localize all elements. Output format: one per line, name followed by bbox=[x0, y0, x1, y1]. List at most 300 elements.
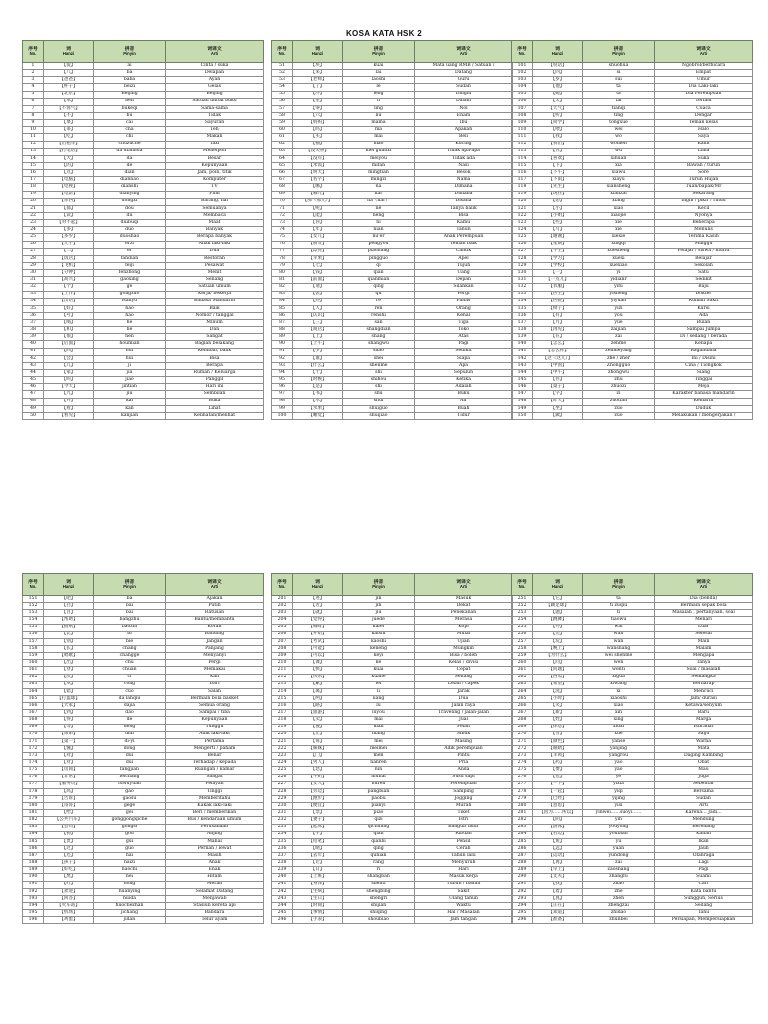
table-row bbox=[272, 98, 513, 105]
row-number: 103 bbox=[512, 77, 533, 84]
row-number: 245 bbox=[272, 910, 293, 917]
row-pinyin: gōnggòngqìchē bbox=[94, 817, 166, 824]
row-meaning: Cina / Tiongkok bbox=[655, 362, 753, 369]
row-number: 17 bbox=[23, 177, 44, 184]
row-hanzi: 【得】 bbox=[44, 717, 94, 724]
table-row bbox=[512, 596, 753, 603]
row-number: 141 bbox=[512, 348, 533, 355]
row-hanzi: 【去年】 bbox=[293, 853, 343, 860]
row-pinyin: xiào bbox=[583, 703, 655, 710]
row-meaning: Terlalu bbox=[655, 98, 753, 105]
row-meaning: Dalam bbox=[415, 98, 513, 105]
table-row bbox=[23, 262, 264, 269]
row-hanzi: 【唱歌】 bbox=[44, 653, 94, 660]
header-hanzi-sublabel: Hanzi bbox=[311, 50, 324, 56]
row-meaning: Anak laki-laki bbox=[166, 241, 264, 248]
row-number: 243 bbox=[272, 895, 293, 902]
row-number: 277 bbox=[512, 781, 533, 788]
row-hanzi: 【欢迎】 bbox=[44, 888, 94, 895]
row-hanzi: 【是】 bbox=[293, 384, 343, 391]
row-number: 186 bbox=[23, 845, 44, 852]
table-row bbox=[23, 327, 264, 334]
header-arti-sublabel: Arti bbox=[459, 583, 468, 589]
row-pinyin: piányi bbox=[343, 803, 415, 810]
row-hanzi: 【漂亮】 bbox=[293, 248, 343, 255]
row-pinyin: tī zúqiú bbox=[583, 603, 655, 610]
row-number: 213 bbox=[272, 681, 293, 688]
table-row bbox=[272, 191, 513, 198]
row-hanzi: 【跑步】 bbox=[293, 795, 343, 802]
row-pinyin: shāngdiàn bbox=[343, 327, 415, 334]
table-row bbox=[23, 845, 264, 852]
table-row bbox=[512, 327, 753, 334]
row-pinyin: fàndiàn bbox=[94, 255, 166, 262]
row-meaning: Bawah / turun bbox=[655, 162, 753, 169]
row-pinyin: búkèqi bbox=[94, 105, 166, 112]
row-number: 105 bbox=[512, 91, 533, 98]
row-hanzi: 【叫】 bbox=[44, 377, 94, 384]
row-pinyin: nǎ bbox=[343, 184, 415, 191]
row-number: 246 bbox=[272, 917, 293, 924]
table-row bbox=[272, 234, 513, 241]
row-number: 267 bbox=[512, 710, 533, 717]
table-row bbox=[272, 745, 513, 752]
row-number: 7 bbox=[23, 105, 44, 112]
row-pinyin: wán bbox=[583, 638, 655, 645]
table-row bbox=[272, 824, 513, 831]
row-hanzi: 【出】 bbox=[44, 660, 94, 667]
row-meaning: Sakit bbox=[415, 888, 513, 895]
row-number: 64 bbox=[272, 155, 293, 162]
row-meaning: Warna bbox=[655, 738, 753, 745]
row-meaning: Tinggi bbox=[166, 788, 264, 795]
row-hanzi: 【月】 bbox=[533, 320, 583, 327]
row-number: 261 bbox=[512, 667, 533, 674]
row-hanzi: 【爸爸】 bbox=[44, 77, 94, 84]
row-pinyin: rén bbox=[343, 305, 415, 312]
row-hanzi: 【很】 bbox=[44, 334, 94, 341]
row-number: 22 bbox=[23, 212, 44, 219]
row-number: 182 bbox=[23, 817, 44, 824]
row-pinyin: ài bbox=[94, 63, 166, 70]
row-pinyin: nǚ'ér bbox=[343, 234, 415, 241]
row-pinyin: huānyíng bbox=[94, 888, 166, 895]
table-row bbox=[23, 248, 264, 255]
table-row bbox=[512, 781, 753, 788]
row-number: 55 bbox=[272, 91, 293, 98]
row-number: 263 bbox=[512, 681, 533, 688]
table-row bbox=[272, 155, 513, 162]
header-arti-label: 词译文 bbox=[456, 46, 471, 52]
table-row bbox=[272, 888, 513, 895]
row-meaning: Meja bbox=[655, 384, 753, 391]
header-arti bbox=[415, 41, 513, 63]
row-meaning: Air bbox=[415, 398, 513, 405]
table-row bbox=[512, 277, 753, 284]
row-hanzi: 【也】 bbox=[533, 774, 583, 781]
row-pinyin: xiànzài bbox=[583, 191, 655, 198]
table-row bbox=[23, 717, 264, 724]
row-number: 92 bbox=[272, 355, 293, 362]
row-meaning: Dekat bbox=[415, 603, 513, 610]
table-row bbox=[23, 724, 264, 731]
row-hanzi: 【运动】 bbox=[533, 853, 583, 860]
table-row bbox=[272, 162, 513, 169]
vocab-table bbox=[22, 573, 264, 924]
row-meaning: Pensil bbox=[415, 838, 513, 845]
row-number: 80 bbox=[272, 270, 293, 277]
row-hanzi: 【电脑】 bbox=[44, 177, 94, 184]
row-meaning: Susu sapi bbox=[415, 774, 513, 781]
row-number: 38 bbox=[23, 327, 44, 334]
header-hanzi-label: 词 bbox=[555, 579, 560, 585]
row-pinyin: gāo bbox=[94, 788, 166, 795]
row-hanzi: 【次】 bbox=[44, 674, 94, 681]
table-row bbox=[512, 284, 753, 291]
row-hanzi: 【非常】 bbox=[44, 774, 94, 781]
row-number: 155 bbox=[23, 624, 44, 631]
row-hanzi: 【给】 bbox=[44, 810, 94, 817]
row-pinyin: bàba bbox=[94, 77, 166, 84]
row-pinyin: shēntǐ bbox=[343, 881, 415, 888]
table-row bbox=[272, 795, 513, 802]
row-hanzi: 【便宜】 bbox=[293, 803, 343, 810]
row-meaning: Belajar bbox=[655, 255, 753, 262]
row-hanzi: 【开始】 bbox=[293, 631, 343, 638]
table-row bbox=[512, 355, 753, 362]
row-pinyin: wǒ bbox=[583, 134, 655, 141]
row-hanzi: 【药】 bbox=[533, 760, 583, 767]
row-meaning: Masing bbox=[415, 738, 513, 745]
row-number: 69 bbox=[272, 191, 293, 198]
row-meaning: Anjing bbox=[166, 831, 264, 838]
header-pinyin-sublabel: Pinyin bbox=[123, 50, 136, 56]
row-number: 139 bbox=[512, 334, 533, 341]
row-hanzi: 【睡觉】 bbox=[293, 412, 343, 419]
row-meaning: Benar bbox=[166, 753, 264, 760]
row-number: 109 bbox=[512, 120, 533, 127]
table-row bbox=[23, 910, 264, 917]
row-meaning: Duduk bbox=[655, 405, 753, 412]
row-pinyin: gè bbox=[94, 284, 166, 291]
table-row bbox=[512, 384, 753, 391]
header-hanzi-label: 词 bbox=[555, 46, 560, 52]
table-row bbox=[23, 660, 264, 667]
row-meaning: Makan bbox=[166, 134, 264, 141]
row-hanzi: 【过】 bbox=[44, 845, 94, 852]
row-pinyin: dàjiā bbox=[94, 703, 166, 710]
row-meaning: Cari bbox=[655, 881, 753, 888]
row-number: 224 bbox=[272, 760, 293, 767]
row-number: 143 bbox=[512, 362, 533, 369]
row-meaning: Empat bbox=[655, 70, 753, 77]
table-row bbox=[512, 412, 753, 419]
row-number: 280 bbox=[512, 803, 533, 810]
row-pinyin: yī bbox=[583, 270, 655, 277]
row-pinyin: huì bbox=[94, 355, 166, 362]
row-meaning: Penekanan bbox=[415, 610, 513, 617]
row-pinyin: guì bbox=[94, 838, 166, 845]
row-number: 233 bbox=[272, 824, 293, 831]
row-hanzi: 【个】 bbox=[44, 284, 94, 291]
row-hanzi: 【飞机】 bbox=[44, 262, 94, 269]
table-row bbox=[23, 205, 264, 212]
header-no-sublabel: No. bbox=[29, 50, 37, 56]
row-number: 232 bbox=[272, 817, 293, 824]
row-hanzi: 【牛奶】 bbox=[293, 774, 343, 781]
row-pinyin: nǚrén bbox=[343, 781, 415, 788]
row-meaning: Hitam bbox=[166, 874, 264, 881]
table-row bbox=[23, 177, 264, 184]
row-pinyin: yǐzi bbox=[583, 305, 655, 312]
table-row bbox=[272, 384, 513, 391]
row-hanzi: 【身体】 bbox=[293, 881, 343, 888]
row-pinyin: duìbuqǐ bbox=[94, 220, 166, 227]
row-number: 166 bbox=[23, 703, 44, 710]
row-pinyin: hēi bbox=[94, 874, 166, 881]
table-row bbox=[512, 810, 753, 817]
row-number: 179 bbox=[23, 795, 44, 802]
row-hanzi: 【哪儿】 bbox=[293, 191, 343, 198]
row-pinyin: kè bbox=[343, 660, 415, 667]
row-number: 29 bbox=[23, 262, 44, 269]
row-hanzi: 【那（那儿）】 bbox=[293, 198, 343, 205]
table-row bbox=[23, 241, 264, 248]
table-row bbox=[272, 717, 513, 724]
row-meaning: Semangka bbox=[655, 674, 753, 681]
row-pinyin: píngguǒ bbox=[343, 255, 415, 262]
table-row bbox=[272, 596, 513, 603]
row-number: 153 bbox=[23, 610, 44, 617]
row-pinyin: bā bbox=[94, 70, 166, 77]
table-row bbox=[23, 370, 264, 377]
row-pinyin: zhōngwǔ bbox=[583, 370, 655, 377]
row-number: 14 bbox=[23, 155, 44, 162]
table-row bbox=[23, 277, 264, 284]
row-hanzi: 【休息】 bbox=[533, 724, 583, 731]
row-hanzi: 【从】 bbox=[44, 681, 94, 688]
table-row bbox=[512, 141, 753, 148]
row-number: 195 bbox=[23, 910, 44, 917]
row-pinyin: kànjiàn bbox=[94, 412, 166, 419]
row-number: 208 bbox=[272, 645, 293, 652]
row-meaning: Menit bbox=[166, 270, 264, 277]
row-hanzi: 【热】 bbox=[293, 298, 343, 305]
row-number: 30 bbox=[23, 270, 44, 277]
row-hanzi: 【对】 bbox=[44, 753, 94, 760]
row-pinyin: mèimei bbox=[343, 745, 415, 752]
row-hanzi: 【忙】 bbox=[293, 731, 343, 738]
row-meaning: Hari ini bbox=[166, 384, 264, 391]
table-row bbox=[512, 638, 753, 645]
row-hanzi: 【北京】 bbox=[44, 91, 94, 98]
table-row bbox=[272, 860, 513, 867]
row-number: 50 bbox=[23, 412, 44, 419]
row-pinyin: bǐ bbox=[94, 631, 166, 638]
table-row bbox=[512, 845, 753, 852]
row-pinyin: zhù bbox=[583, 377, 655, 384]
row-number: 281 bbox=[512, 810, 533, 817]
row-number: 252 bbox=[512, 603, 533, 610]
row-hanzi: 【颜色】 bbox=[533, 738, 583, 745]
row-hanzi: 【起床】 bbox=[293, 824, 343, 831]
row-number: 112 bbox=[512, 141, 533, 148]
row-number: 44 bbox=[23, 370, 44, 377]
table-row bbox=[272, 141, 513, 148]
row-hanzi: 【了】 bbox=[293, 84, 343, 91]
row-pinyin: yào bbox=[583, 767, 655, 774]
row-pinyin: suì bbox=[583, 77, 655, 84]
row-meaning: Masalah , pertanyaan, soal bbox=[655, 610, 753, 617]
row-meaning: Satuan umum bbox=[166, 284, 264, 291]
row-number: 20 bbox=[23, 198, 44, 205]
table-row bbox=[23, 227, 264, 234]
row-pinyin: xīn bbox=[583, 710, 655, 717]
table-row bbox=[272, 831, 513, 838]
row-meaning: Traveling / jalan-jalan bbox=[415, 710, 513, 717]
row-number: 190 bbox=[23, 874, 44, 881]
row-meaning: Mengerti / paham bbox=[166, 745, 264, 752]
row-pinyin: fēijī bbox=[94, 262, 166, 269]
row-pinyin: nánrén bbox=[343, 760, 415, 767]
row-pinyin: jīchǎng bbox=[94, 910, 166, 917]
table-header-row bbox=[23, 574, 264, 596]
row-meaning: Orang bbox=[415, 305, 513, 312]
row-meaning: Pergi bbox=[166, 660, 264, 667]
row-number: 193 bbox=[23, 895, 44, 902]
row-number: 205 bbox=[272, 624, 293, 631]
row-number: 76 bbox=[272, 241, 293, 248]
row-number: 59 bbox=[272, 120, 293, 127]
row-number: 223 bbox=[272, 753, 293, 760]
row-number: 25 bbox=[23, 234, 44, 241]
row-meaning: Pelayan bbox=[166, 781, 264, 788]
row-pinyin: tīng bbox=[583, 112, 655, 119]
table-row bbox=[23, 341, 264, 348]
row-meaning: Kelas / divisi bbox=[415, 660, 513, 667]
row-pinyin: xià bbox=[583, 162, 655, 169]
table-row bbox=[23, 895, 264, 902]
table-row bbox=[512, 234, 753, 241]
row-number: 63 bbox=[272, 148, 293, 155]
row-number: 207 bbox=[272, 638, 293, 645]
row-hanzi: 【累】 bbox=[293, 681, 343, 688]
row-pinyin: zuò bbox=[583, 405, 655, 412]
row-pinyin: diǎn bbox=[94, 170, 166, 177]
table-row bbox=[23, 405, 264, 412]
table-row bbox=[23, 120, 264, 127]
row-hanzi: 【钱】 bbox=[293, 270, 343, 277]
row-number: 210 bbox=[272, 660, 293, 667]
row-hanzi: 【米饭】 bbox=[293, 162, 343, 169]
row-meaning: Nama bbox=[415, 177, 513, 184]
row-hanzi: 【生病】 bbox=[293, 888, 343, 895]
table-row bbox=[512, 738, 753, 745]
row-pinyin: jiǔ bbox=[94, 391, 166, 398]
row-meaning: Delapan bbox=[166, 70, 264, 77]
row-meaning: Tunggu bbox=[166, 724, 264, 731]
table-row bbox=[272, 270, 513, 277]
row-pinyin: méiyǒu bbox=[343, 155, 415, 162]
row-pinyin: zhàngfu bbox=[583, 874, 655, 881]
row-number: 178 bbox=[23, 788, 44, 795]
row-number: 21 bbox=[23, 205, 44, 212]
row-number: 42 bbox=[23, 355, 44, 362]
table-row bbox=[272, 241, 513, 248]
row-hanzi: 【电影】 bbox=[44, 191, 94, 198]
row-number: 6 bbox=[23, 98, 44, 105]
row-meaning: Tinggal bbox=[655, 377, 753, 384]
row-number: 292 bbox=[512, 888, 533, 895]
row-number: 201 bbox=[272, 596, 293, 603]
table-row bbox=[512, 917, 753, 924]
row-number: 100 bbox=[272, 412, 293, 419]
row-hanzi: 【考试】 bbox=[293, 638, 343, 645]
table-row bbox=[272, 63, 513, 70]
table-row bbox=[512, 603, 753, 610]
row-number: 273 bbox=[512, 753, 533, 760]
row-hanzi: 【妹妹】 bbox=[293, 745, 343, 752]
row-meaning: Mau bbox=[655, 767, 753, 774]
table-row bbox=[23, 631, 264, 638]
row-hanzi: 【可能】 bbox=[293, 645, 343, 652]
row-meaning: Senang bbox=[415, 674, 513, 681]
row-pinyin: xiūxi bbox=[583, 724, 655, 731]
row-pinyin: líng bbox=[343, 105, 415, 112]
table-row bbox=[512, 903, 753, 910]
table-row bbox=[23, 63, 264, 70]
row-hanzi: 【二】 bbox=[44, 248, 94, 255]
row-hanzi: 【问】 bbox=[533, 660, 583, 667]
table-row bbox=[272, 781, 513, 788]
row-hanzi: 【明天】 bbox=[293, 170, 343, 177]
table-row bbox=[512, 881, 753, 888]
row-meaning: Anak bbox=[166, 860, 264, 867]
table-row bbox=[272, 227, 513, 234]
header-hanzi-sublabel: Hanzi bbox=[551, 50, 564, 56]
row-pinyin: lí bbox=[343, 688, 415, 695]
row-hanzi: 【近】 bbox=[293, 603, 343, 610]
table-row bbox=[512, 653, 753, 660]
row-hanzi: 【外】 bbox=[533, 624, 583, 631]
row-pinyin: jiào bbox=[94, 377, 166, 384]
row-meaning: Perusahaan bbox=[166, 824, 264, 831]
row-pinyin: chī bbox=[94, 134, 166, 141]
row-hanzi: 【学生】 bbox=[533, 248, 583, 255]
row-pinyin: qíng bbox=[343, 845, 415, 852]
table-row bbox=[272, 667, 513, 674]
row-number: 79 bbox=[272, 262, 293, 269]
row-number: 260 bbox=[512, 660, 533, 667]
row-number: 258 bbox=[512, 645, 533, 652]
row-meaning: Apa bbox=[415, 362, 513, 369]
row-pinyin: rè bbox=[343, 298, 415, 305]
row-number: 284 bbox=[512, 831, 533, 838]
row-number: 181 bbox=[23, 810, 44, 817]
row-hanzi: 【找】 bbox=[533, 881, 583, 888]
row-meaning: Mungkin bbox=[415, 645, 513, 652]
row-number: 86 bbox=[272, 312, 293, 319]
row-meaning: Cerah bbox=[415, 845, 513, 852]
row-number: 275 bbox=[512, 767, 533, 774]
row-meaning: Kemarin bbox=[655, 398, 753, 405]
row-number: 159 bbox=[23, 653, 44, 660]
row-pinyin: de bbox=[94, 717, 166, 724]
table-row bbox=[512, 77, 753, 84]
row-number: 34 bbox=[23, 298, 44, 305]
table-row bbox=[23, 291, 264, 298]
row-pinyin: shíhou bbox=[343, 377, 415, 384]
